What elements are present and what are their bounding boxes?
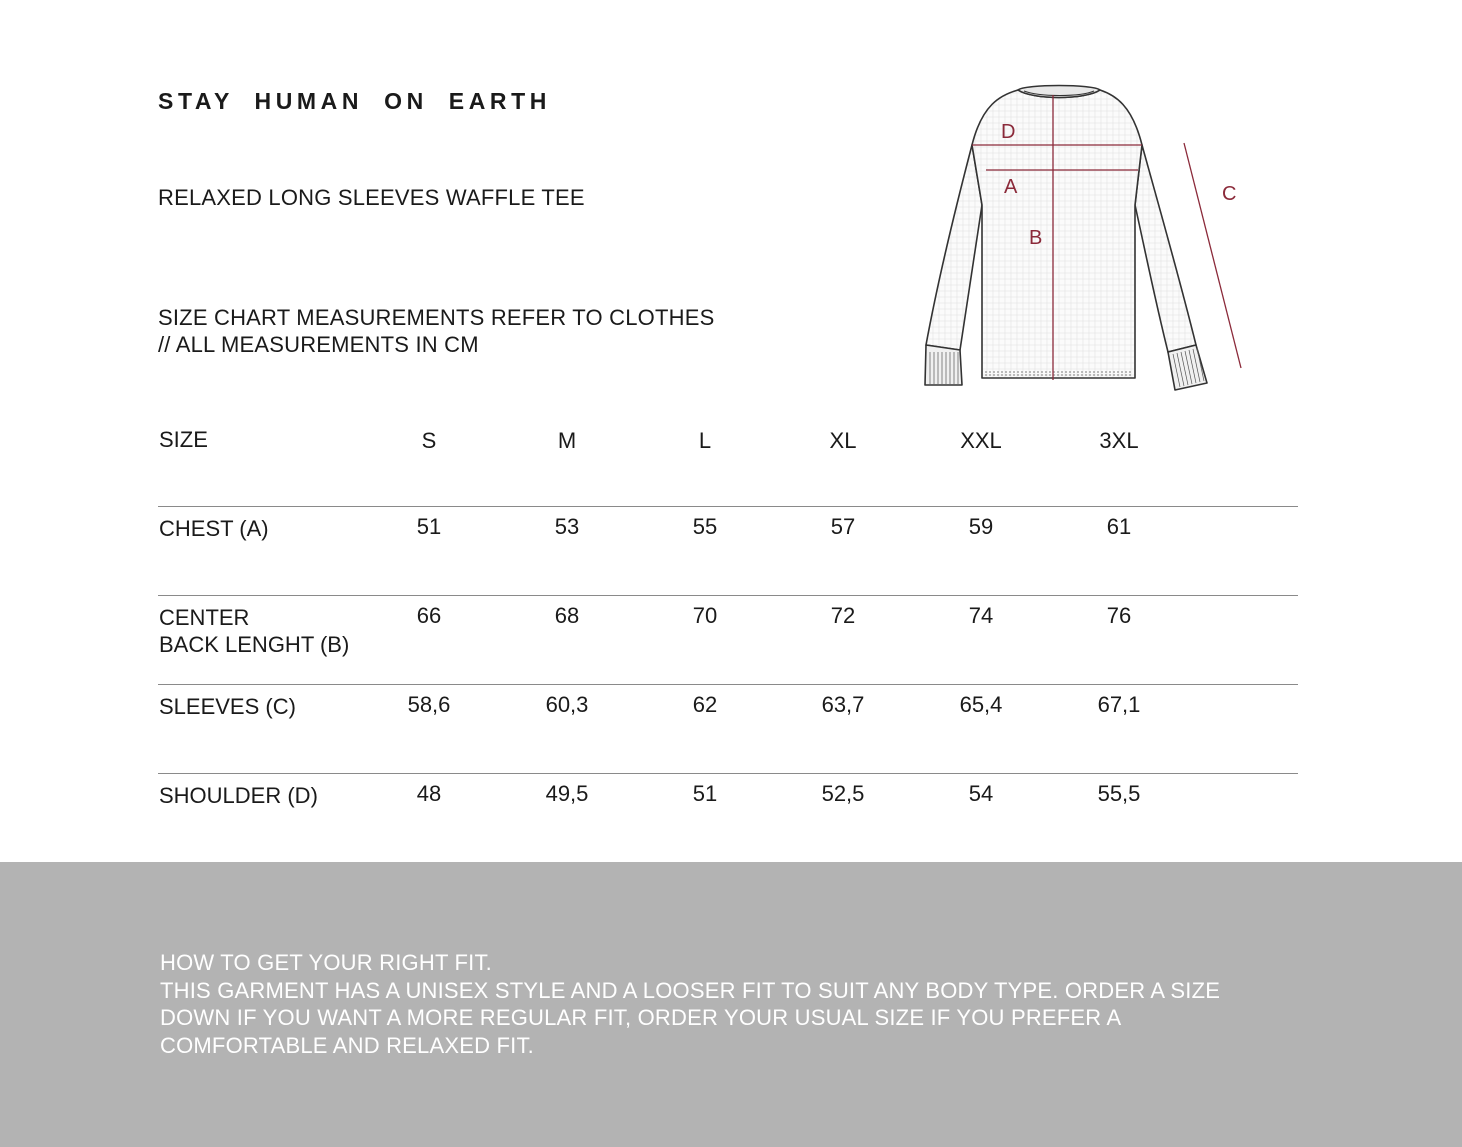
- table-row-chest: [158, 506, 1298, 595]
- row-label-line: BACK LENGHT (B): [159, 632, 350, 657]
- table-cell: 76: [1106, 603, 1132, 628]
- table-cell: 63,7: [821, 692, 865, 717]
- table-cell: 59: [968, 514, 994, 539]
- row-label: [159, 693, 296, 720]
- fit-guide-line: THIS GARMENT HAS A UNISEX STYLE AND A LOOSER FIT TO SUIT ANY BODY TYPE. ORDER A SIZE: [160, 977, 1221, 1003]
- sweater-outline: [925, 86, 1207, 391]
- size-header-cell: 3XL: [1099, 428, 1139, 453]
- size-chart-table: [158, 420, 1298, 862]
- fit-guide-line: COMFORTABLE AND RELAXED FIT.: [160, 1032, 534, 1058]
- table-cell: 61: [1106, 514, 1132, 539]
- fit-guide-panel: [0, 862, 1462, 1147]
- table-cell: 55: [692, 514, 718, 539]
- table-cell: 49,5: [545, 781, 589, 806]
- size-header-cell: L: [698, 428, 712, 453]
- table-cell: 58,6: [407, 692, 451, 717]
- size-header-cell: XXL: [960, 428, 1002, 453]
- diagram-label-c: C: [1222, 183, 1237, 205]
- row-label-line: SHOULDER (D): [159, 783, 318, 808]
- diagram-label-d: D: [1001, 121, 1016, 143]
- row-label: [159, 604, 349, 658]
- measurement-note-line-1: SIZE CHART MEASUREMENTS REFER TO CLOTHES: [158, 305, 715, 330]
- table-cell: 48: [416, 781, 442, 806]
- table-cell: 57: [830, 514, 856, 539]
- fit-guide-line: DOWN IF YOU WANT A MORE REGULAR FIT, ORDER YOUR USUAL SIZE IF YOU PREFER A: [160, 1005, 1122, 1030]
- row-label-line: CHEST (A): [159, 516, 269, 541]
- garment-diagram: [900, 70, 1280, 410]
- table-cell: 54: [968, 781, 994, 806]
- row-label-line: SLEEVES (C): [159, 694, 296, 719]
- brand-title: STAY HUMAN ON EARTH: [158, 88, 551, 114]
- table-cell: 66: [416, 603, 442, 628]
- table-cell: 65,4: [959, 692, 1003, 717]
- table-cell: 72: [830, 603, 856, 628]
- table-cell: 52,5: [821, 781, 865, 806]
- table-cell: 55,5: [1097, 781, 1141, 806]
- table-cell: 67,1: [1097, 692, 1141, 717]
- table-cell: 51: [692, 781, 718, 806]
- measurement-note-line-2: // ALL MEASUREMENTS IN CM: [158, 332, 479, 357]
- size-header-cell: XL: [829, 428, 857, 453]
- fit-guide-text: [160, 949, 1280, 1059]
- row-label: [159, 782, 318, 809]
- size-header-row: [158, 420, 1298, 506]
- size-header-cell: M: [557, 428, 577, 453]
- product-name: RELAXED LONG SLEEVES WAFFLE TEE: [158, 185, 585, 210]
- diagram-label-b: B: [1029, 227, 1043, 249]
- measurement-note: [158, 304, 714, 358]
- table-row-back-length: [158, 595, 1298, 684]
- fit-guide-heading: HOW TO GET YOUR RIGHT FIT.: [160, 950, 492, 975]
- table-row-shoulder: [158, 773, 1298, 862]
- row-label-line: CENTER: [159, 605, 250, 630]
- table-cell: 60,3: [545, 692, 589, 717]
- size-header-label: SIZE: [159, 427, 208, 452]
- size-header-cell: S: [421, 428, 437, 453]
- diagram-label-a: A: [1004, 176, 1018, 198]
- table-cell: 62: [692, 692, 718, 717]
- table-cell: 53: [554, 514, 580, 539]
- table-row-sleeves: [158, 684, 1298, 773]
- table-cell: 51: [416, 514, 442, 539]
- table-cell: 74: [968, 603, 994, 628]
- table-cell: 70: [692, 603, 718, 628]
- table-cell: 68: [554, 603, 580, 628]
- row-label: [159, 515, 269, 542]
